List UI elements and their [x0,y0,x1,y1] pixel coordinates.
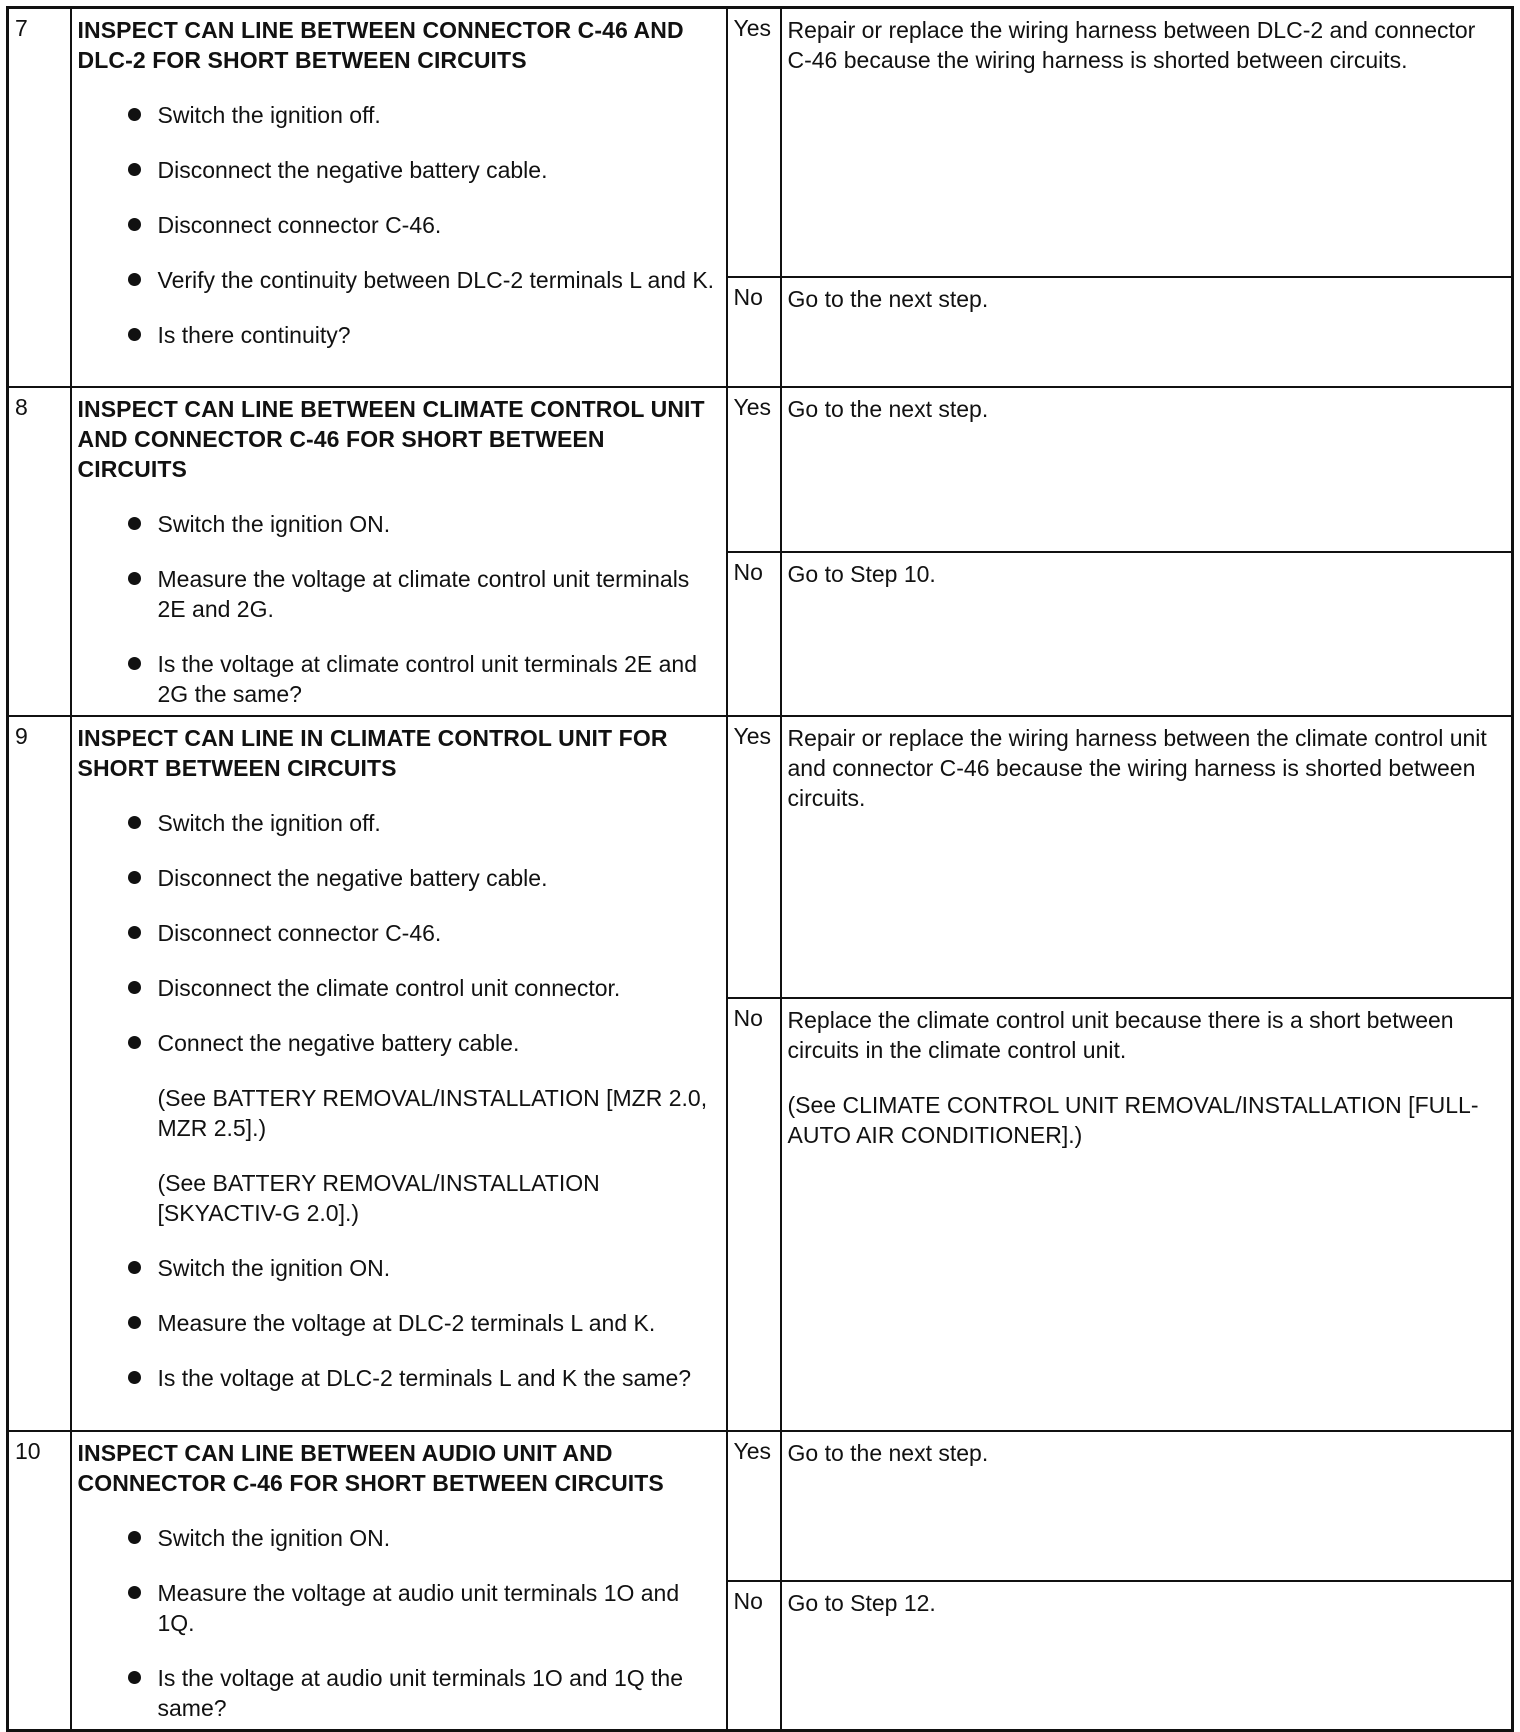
step-action-cell [71,8,727,387]
yes-label: Yes [727,1431,781,1582]
no-result: Go to Step 10. [781,552,1513,716]
action-item: Disconnect connector C-46. [78,210,716,240]
step-action-cell [71,716,727,1431]
action-list [78,1523,716,1723]
no-result: Replace the climate control unit because there is a short between circuits in the climate control unit. [787,1006,1454,1063]
action-item: Switch the ignition ON. [78,1523,716,1553]
action-item: Measure the voltage at audio unit terminals 1O and 1Q. [78,1578,716,1638]
no-label: No [727,277,781,387]
step-row [8,387,1513,552]
step-row [8,716,1513,998]
step-action-cell [71,387,727,716]
action-item: Disconnect connector C-46. [78,918,716,948]
yes-result: Go to the next step. [781,1431,1513,1582]
yes-label: Yes [727,387,781,552]
no-label: No [727,998,781,1431]
step-title: INSPECT CAN LINE IN CLIMATE CONTROL UNIT FOR SHORT BETWEEN CIRCUITS [77,724,668,781]
action-list [78,100,716,350]
no-label: No [727,552,781,716]
step-row [8,8,1513,277]
action-item: Is the voltage at audio unit terminals 1O and 1Q the same? [78,1663,716,1723]
action-item: Verify the continuity between DLC-2 terminals L and K. [78,265,716,295]
step-title: INSPECT CAN LINE BETWEEN AUDIO UNIT AND CONNECTOR C-46 FOR SHORT BETWEEN CIRCUITS [77,1439,664,1496]
step-title: INSPECT CAN LINE BETWEEN CLIMATE CONTROL UNIT AND CONNECTOR C-46 FOR SHORT BETWEEN CIRCUITS [77,395,705,482]
no-result-cell [781,998,1513,1431]
no-result: Go to Step 12. [781,1581,1513,1730]
no-label: No [727,1581,781,1730]
no-result: Go to the next step. [781,277,1513,387]
yes-result: Repair or replace the wiring harness between DLC-2 and connector C-46 because the wiring harness is shorted between circuits. [781,8,1513,277]
action-item: Connect the negative battery cable. [78,1028,716,1058]
step-row [8,1431,1513,1582]
yes-result: Go to the next step. [781,387,1513,552]
diagnostic-steps-table [6,6,1514,1732]
action-item: Switch the ignition off. [78,100,716,130]
action-item: Is the voltage at climate control unit terminals 2E and 2G the same? [78,649,716,709]
action-item: Measure the voltage at DLC-2 terminals L and K. [78,1308,716,1338]
reference-note: (See BATTERY REMOVAL/INSTALLATION [SKYACTIV-G 2.0].) [157,1169,600,1226]
action-item: Switch the ignition off. [78,808,716,838]
step-title: INSPECT CAN LINE BETWEEN CONNECTOR C-46 AND DLC-2 FOR SHORT BETWEEN CIRCUITS [77,17,684,73]
step-action-cell [71,1431,727,1731]
action-item: Switch the ignition ON. [78,1253,716,1283]
no-result-reference: (See CLIMATE CONTROL UNIT REMOVAL/INSTALLATION [FULL-AUTO AIR CONDITIONER].) [787,1091,1479,1148]
action-item: Switch the ignition ON. [78,509,716,539]
action-item: Disconnect the climate control unit connector. [78,973,716,1003]
action-item: Disconnect the negative battery cable. [78,863,716,893]
step-number: 7 [8,8,71,387]
step-number: 10 [8,1431,71,1731]
action-list [78,509,716,709]
action-item: Is there continuity? [78,320,716,350]
yes-result: Repair or replace the wiring harness between the climate control unit and connector C-46 because the wiring harness is shorted between circuits. [781,716,1513,998]
yes-label: Yes [727,716,781,998]
action-item: Is the voltage at DLC-2 terminals L and K the same? [78,1363,716,1393]
reference-note: (See BATTERY REMOVAL/INSTALLATION [MZR 2.0, MZR 2.5].) [157,1084,708,1141]
step-number: 9 [8,716,71,1431]
step-number: 8 [8,387,71,716]
action-list [78,808,716,1393]
yes-label: Yes [727,8,781,277]
action-item: Disconnect the negative battery cable. [78,155,716,185]
action-item: Measure the voltage at climate control unit terminals 2E and 2G. [78,564,716,624]
